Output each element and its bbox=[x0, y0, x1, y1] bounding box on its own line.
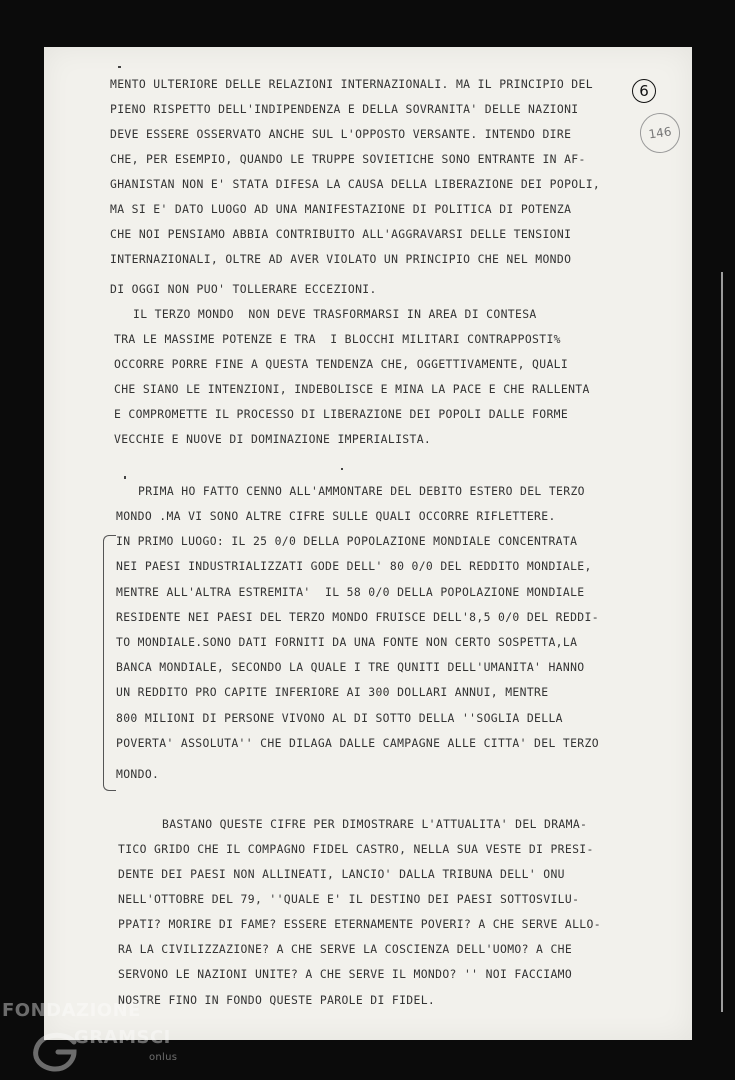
text-line: IL TERZO MONDO NON DEVE TRASFORMARSI IN AREA DI CONTESA bbox=[133, 307, 537, 321]
text-line: NOSTRE FINO IN FONDO QUESTE PAROLE DI FIDEL. bbox=[118, 993, 436, 1007]
text-line: NEI PAESI INDUSTRIALIZZATI GODE DELL' 80 0/0 DEL REDDITO MONDIALE, bbox=[116, 559, 592, 573]
watermark-logo-icon bbox=[30, 1030, 80, 1074]
ink-speck bbox=[124, 476, 126, 479]
text-line: CHE SIANO LE INTENZIONI, INDEBOLISCE E MINA LA PACE E CHE RALLENTA bbox=[114, 382, 590, 396]
ink-speck bbox=[118, 66, 121, 68]
text-line: PPATI? MORIRE DI FAME? ESSERE ETERNAMENTE POVERI? A CHE SERVE ALLO- bbox=[118, 917, 601, 931]
text-line: MA SI E' DATO LUOGO AD UNA MANIFESTAZIONE DI POLITICA DI POTENZA bbox=[110, 202, 572, 216]
text-line: CHE NOI PENSIAMO ABBIA CONTRIBUITO ALL'AGGRAVARSI DELLE TENSIONI bbox=[110, 227, 572, 241]
text-line: DEVE ESSERE OSSERVATO ANCHE SUL L'OPPOSTO VERSANTE. INTENDO DIRE bbox=[110, 127, 572, 141]
text-line: MONDO .MA VI SONO ALTRE CIFRE SULLE QUALI OCCORRE RIFLETTERE. bbox=[116, 509, 556, 523]
archive-number: 146 bbox=[647, 124, 673, 142]
text-line: DI OGGI NON PUO' TOLLERARE ECCEZIONI. bbox=[110, 282, 377, 296]
text-line: POVERTA' ASSOLUTA'' CHE DILAGA DALLE CAMPAGNE ALLE CITTA' DEL TERZO bbox=[116, 736, 599, 750]
page-edge-shadow bbox=[721, 272, 723, 1012]
text-line: DENTE DEI PAESI NON ALLINEATI, LANCIO' DALLA TRIBUNA DELL' ONU bbox=[118, 867, 565, 881]
watermark-line3: onlus bbox=[149, 1052, 178, 1063]
text-line: MONDO. bbox=[116, 767, 160, 781]
ink-speck bbox=[341, 468, 343, 470]
text-line: PIENO RISPETTO DELL'INDIPENDENZA E DELLA SOVRANITA' DELLE NAZIONI bbox=[110, 102, 579, 116]
text-line: TRA LE MASSIME POTENZE E TRA I BLOCCHI MILITARI CONTRAPPOSTI% bbox=[114, 332, 561, 346]
text-line: MENTO ULTERIORE DELLE RELAZIONI INTERNAZIONALI. MA IL PRINCIPIO DEL bbox=[110, 77, 593, 91]
text-line: 800 MILIONI DI PERSONE VIVONO AL DI SOTTO DELLA ''SOGLIA DELLA bbox=[116, 711, 563, 725]
text-line: NELL'OTTOBRE DEL 79, ''QUALE E' IL DESTINO DEI PAESI SOTTOSVILU- bbox=[118, 892, 580, 906]
text-line: E COMPROMETTE IL PROCESSO DI LIBERAZIONE DEI POPOLI DALLE FORME bbox=[114, 407, 569, 421]
page-number: 6 bbox=[639, 82, 649, 100]
text-line: SERVONO LE NAZIONI UNITE? A CHE SERVE IL MONDO? '' NOI FACCIAMO bbox=[118, 967, 573, 981]
text-line: BASTANO QUESTE CIFRE PER DIMOSTRARE L'ATTUALITA' DEL DRAMA- bbox=[162, 817, 588, 831]
text-line: VECCHIE E NUOVE DI DOMINAZIONE IMPERIALISTA. bbox=[114, 432, 432, 446]
text-line: MENTRE ALL'ALTRA ESTREMITA' IL 58 0/0 DELLA POPOLAZIONE MONDIALE bbox=[116, 585, 585, 599]
text-line: RA LA CIVILIZZAZIONE? A CHE SERVE LA COSCIENZA DELL'UOMO? A CHE bbox=[118, 942, 573, 956]
text-line: PRIMA HO FATTO CENNO ALL'AMMONTARE DEL DEBITO ESTERO DEL TERZO bbox=[138, 484, 585, 498]
watermark-line1: FONDAZIONE bbox=[2, 1000, 141, 1021]
text-line: TO MONDIALE.SONO DATI FORNITI DA UNA FONTE NON CERTO SOSPETTA,LA bbox=[116, 635, 578, 649]
text-line: INTERNAZIONALI, OLTRE AD AVER VIOLATO UN PRINCIPIO CHE NEL MONDO bbox=[110, 252, 572, 266]
text-line: BANCA MONDIALE, SECONDO LA QUALE I TRE QUNITI DELL'UMANITA' HANNO bbox=[116, 660, 585, 674]
text-line: CHE, PER ESEMPIO, QUANDO LE TRUPPE SOVIETICHE SONO ENTRANTE IN AF- bbox=[110, 152, 586, 166]
watermark bbox=[2, 1000, 202, 1080]
margin-bracket bbox=[103, 535, 116, 791]
text-line: OCCORRE PORRE FINE A QUESTA TENDENZA CHE, OGGETTIVAMENTE, QUALI bbox=[114, 357, 569, 371]
text-line: RESIDENTE NEI PAESI DEL TERZO MONDO FRUISCE DELL'8,5 0/0 DEL REDDI- bbox=[116, 610, 599, 624]
text-line: GHANISTAN NON E' STATA DIFESA LA CAUSA DELLA LIBERAZIONE DEI POPOLI, bbox=[110, 177, 601, 191]
watermark-line2: GRAMSCI bbox=[74, 1027, 171, 1048]
text-line: IN PRIMO LUOGO: IL 25 0/0 DELLA POPOLAZIONE MONDIALE CONCENTRATA bbox=[116, 534, 578, 548]
page-number-circle bbox=[632, 79, 656, 103]
text-line: UN REDDITO PRO CAPITE INFERIORE AI 300 DOLLARI ANNUI, MENTRE bbox=[116, 685, 549, 699]
text-line: TICO GRIDO CHE IL COMPAGNO FIDEL CASTRO, NELLA SUA VESTE DI PRESI- bbox=[118, 842, 594, 856]
